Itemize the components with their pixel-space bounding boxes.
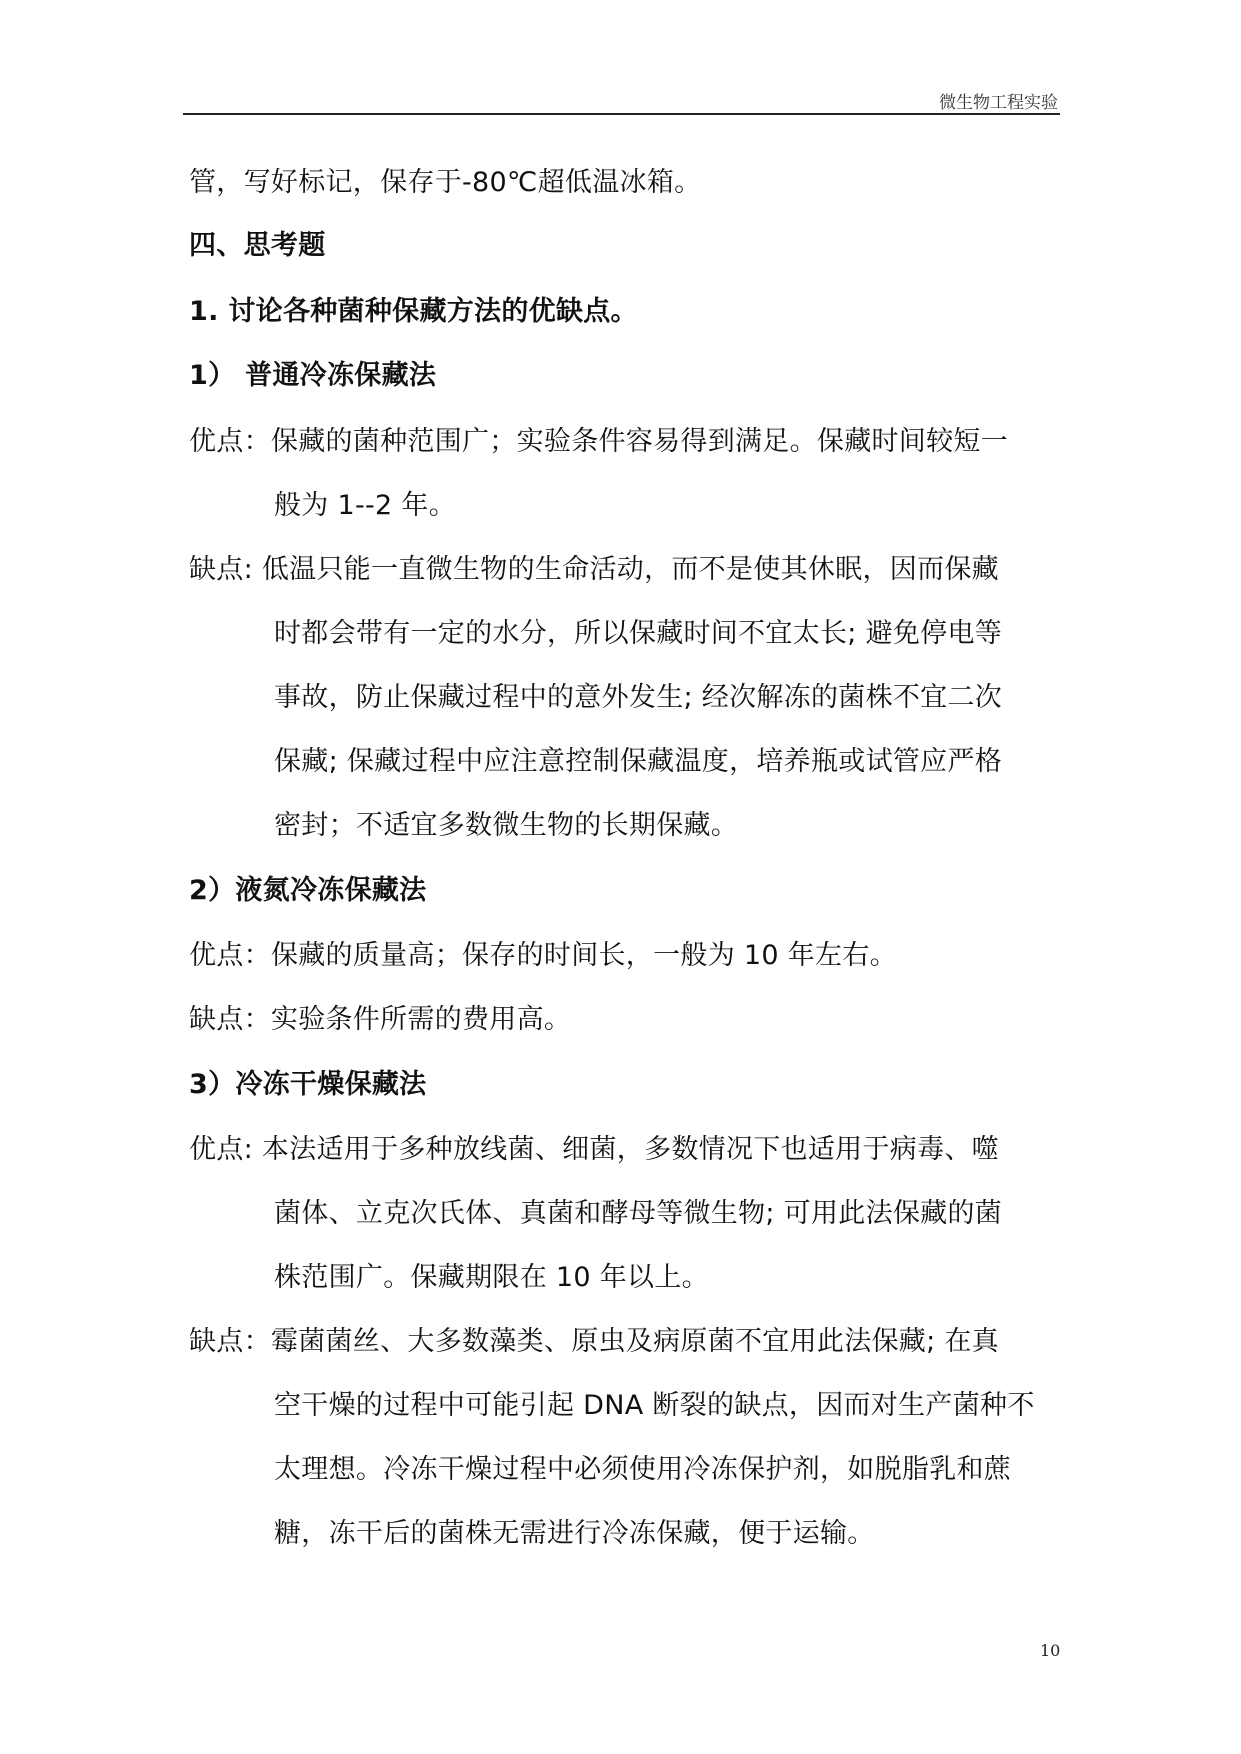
disadvantage-line: 糖，冻干后的菌株无需进行冷冻保藏，便于运输。 [274, 1518, 875, 1549]
disadvantage-line: 空干燥的过程中可能引起 DNA 断裂的缺点，因而对生产菌种不 [274, 1390, 1035, 1421]
page-number: 10 [1040, 1641, 1061, 1660]
body-line: 管，写好标记，保存于-80℃超低温冰箱。 [189, 167, 702, 198]
advantage-line: 般为 1--2 年。 [274, 490, 457, 521]
question-heading: 1. 讨论各种菌种保藏方法的优缺点。 [189, 296, 638, 327]
disadvantage-line: 密封；不适宜多数微生物的长期保藏。 [274, 810, 739, 841]
disadvantage-line: 缺点：霉菌菌丝、大多数藻类、原虫及病原菌不宜用此法保藏; 在真 [189, 1326, 999, 1357]
disadvantage-line: 太理想。冷冻干燥过程中必须使用冷冻保护剂，如脱脂乳和蔗 [274, 1454, 1012, 1485]
subsection-heading: 1） 普通冷冻保藏法 [189, 360, 437, 391]
advantage-line: 菌体、立克次氏体、真菌和酵母等微生物; 可用此法保藏的菌 [274, 1198, 1003, 1229]
disadvantage-line: 时都会带有一定的水分，所以保藏时间不宜太长; 避免停电等 [274, 618, 1003, 649]
advantage-line: 株范围广。保藏期限在 10 年以上。 [274, 1262, 709, 1293]
subsection-heading: 3）冷冻干燥保藏法 [189, 1069, 427, 1100]
section-heading: 四、思考题 [189, 230, 326, 261]
disadvantage-line: 缺点: 低温只能一直微生物的生命活动，而不是使其休眠，因而保藏 [189, 554, 999, 585]
header-rule [183, 113, 1060, 115]
disadvantage-line: 保藏; 保藏过程中应注意控制保藏温度，培养瓶或试管应严格 [274, 746, 1003, 777]
advantage-line: 优点: 本法适用于多种放线菌、细菌，多数情况下也适用于病毒、噬 [189, 1134, 999, 1165]
advantage-line: 优点：保藏的质量高；保存的时间长，一般为 10 年左右。 [189, 940, 897, 971]
running-header: 微生物工程实验 [939, 93, 1058, 113]
disadvantage-line: 缺点：实验条件所需的费用高。 [189, 1004, 572, 1035]
subsection-heading: 2）液氮冷冻保藏法 [189, 875, 427, 906]
advantage-line: 优点：保藏的菌种范围广；实验条件容易得到满足。保藏时间较短一 [189, 426, 1008, 457]
disadvantage-line: 事故，防止保藏过程中的意外发生; 经次解冻的菌株不宜二次 [274, 682, 1003, 713]
